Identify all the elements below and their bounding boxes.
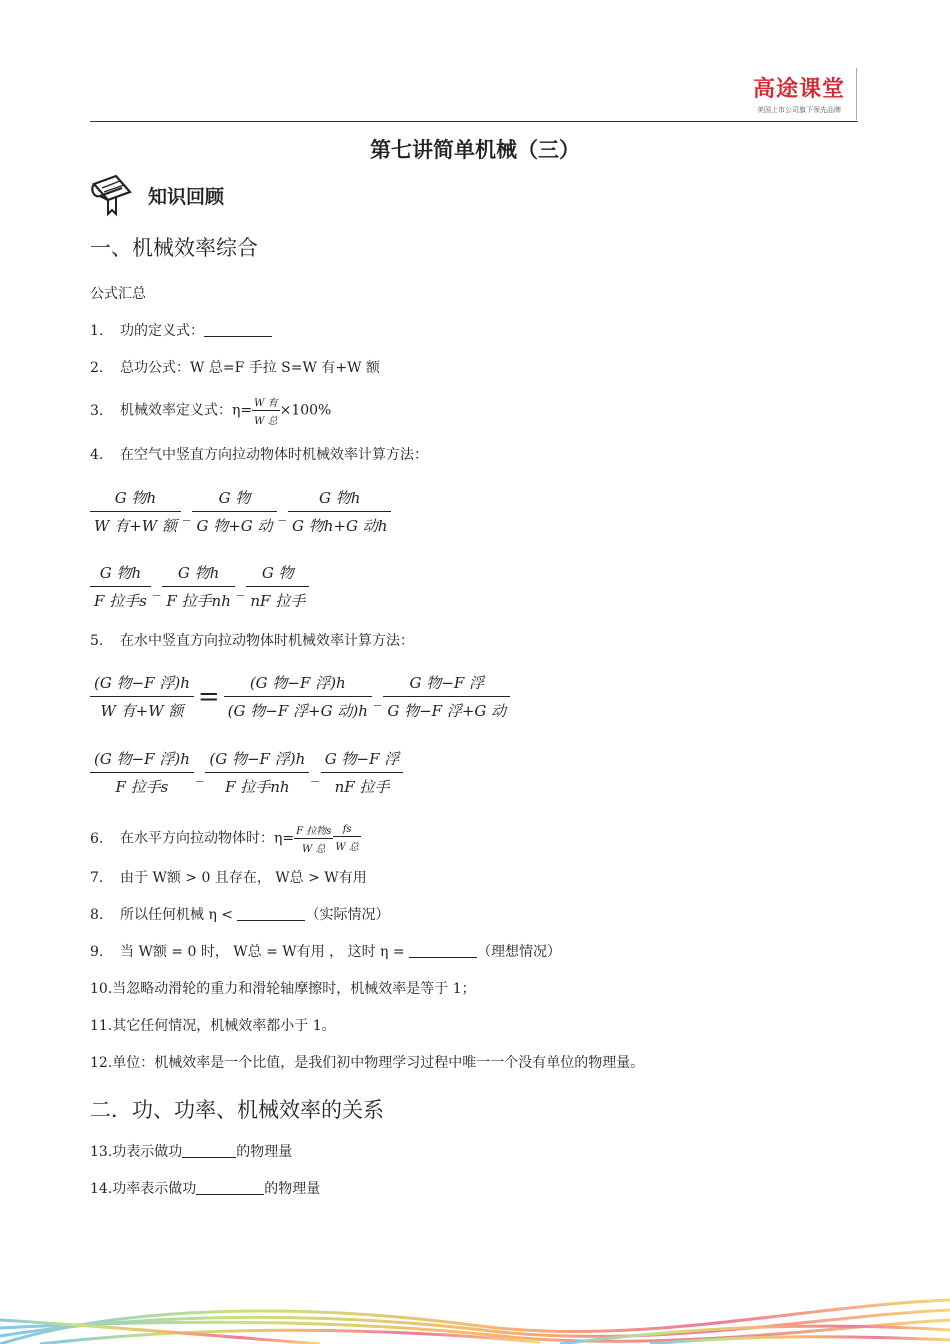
item-1: 1. 功的定义式：: [90, 320, 272, 340]
item-11: 11.其它任何情况，机械效率都小于 1。: [90, 1018, 336, 1034]
item-10: 10.当忽略动滑轮的重力和滑轮轴摩擦时，机械效率是等于 1；: [90, 981, 476, 997]
logo-tagline: 美国上市公司旗下领先品牌: [757, 106, 841, 114]
item-9: 9. 当 W额 = 0 时， W总 = W有用 ， 这时 η = （理想情况）: [90, 944, 562, 960]
formula-summary-label: 公式汇总: [90, 286, 146, 302]
answer-blank[interactable]: [182, 1144, 236, 1158]
brand-logo: [740, 72, 858, 115]
logo-divider: [856, 68, 857, 120]
air-formula-row-1: $\frac{\text{G 物h}}{\text{W 有+W 额}}$ _ $\frac{\text{G 物}}{\text{G 物+G 动}}$ _ $\frac{\text{G 物h}}{\text{G 物h+G 动h}}$: [90, 487, 391, 536]
item-4: 4. 在空气中竖直方向拉动物体时机械效率计算方法：: [90, 447, 428, 463]
header-rule: [90, 121, 858, 122]
decorative-footer-stripes: [0, 1296, 950, 1344]
review-label: 知识回顾: [148, 185, 225, 208]
item-8: 8. 所以任何机械 η < （实际情况）: [90, 907, 390, 923]
item-7: 7. 由于 W额 > 0 且存在， W总 > W有用: [90, 870, 367, 886]
answer-blank[interactable]: [204, 323, 272, 337]
item-3: 3. 机械效率定义式：η= W 有 W 总 ×100%: [90, 394, 331, 427]
answer-blank[interactable]: [196, 1181, 264, 1195]
logo-main-text: 高途课堂: [752, 77, 845, 102]
water-formula-row-2: $\frac{\text{(G 物−F 浮)h}}{\text{F 拉手s}}$ _ $\frac{\text{(G 物−F 浮)h}}{\text{F 拉手nh}}$ _ $\frac{\text{G 物−F 浮}}{\text{nF 拉手}}$: [90, 748, 403, 797]
item-2: 2. 总功公式：W 总=F 手拉 S=W 有+W 额: [90, 360, 380, 376]
item-12: 12.单位：机械效率是一个比值，是我们初中物理学习过程中唯一一个没有单位的物理量。: [90, 1055, 645, 1071]
water-formula-row-1: $\frac{\text{(G 物−F 浮)h}}{\text{W 有+W 额}}$ = $\frac{\text{(G 物−F 浮)h}}{\text{(G 物−F 浮+G 动)h}}$ _ $\frac{\text{G 物−F 浮}}{\text{G 物−F 浮+G 动}}$: [90, 672, 510, 721]
book-icon: [90, 172, 136, 218]
item-6: 6. 在水平方向拉动物体时：η= F 拉物s W 总 fs W 总: [90, 824, 359, 855]
efficiency-fraction: W 有 W 总: [252, 394, 279, 427]
item-14: 14.功率表示做功 的物理量: [90, 1181, 321, 1197]
item-13: 13.功表示做功 的物理量: [90, 1144, 293, 1160]
page-title: 第七讲简单机械（三）: [370, 138, 580, 162]
section-1-title: 一、机械效率综合: [90, 236, 258, 260]
air-formula-row-2: $\frac{\text{G 物h}}{\text{F 拉手s}}$ _ $\frac{\text{G 物h}}{\text{F 拉手nh}}$ _ $\frac{\text{G 物}}{\text{nF 拉手}}$: [90, 562, 309, 611]
section-2-title: 二．功、功率、机械效率的关系: [90, 1098, 384, 1122]
answer-blank[interactable]: [237, 907, 305, 921]
answer-blank[interactable]: [409, 944, 477, 958]
knowledge-review-heading: [90, 172, 224, 218]
item-5: 5. 在水中竖直方向拉动物体时机械效率计算方法：: [90, 633, 414, 649]
